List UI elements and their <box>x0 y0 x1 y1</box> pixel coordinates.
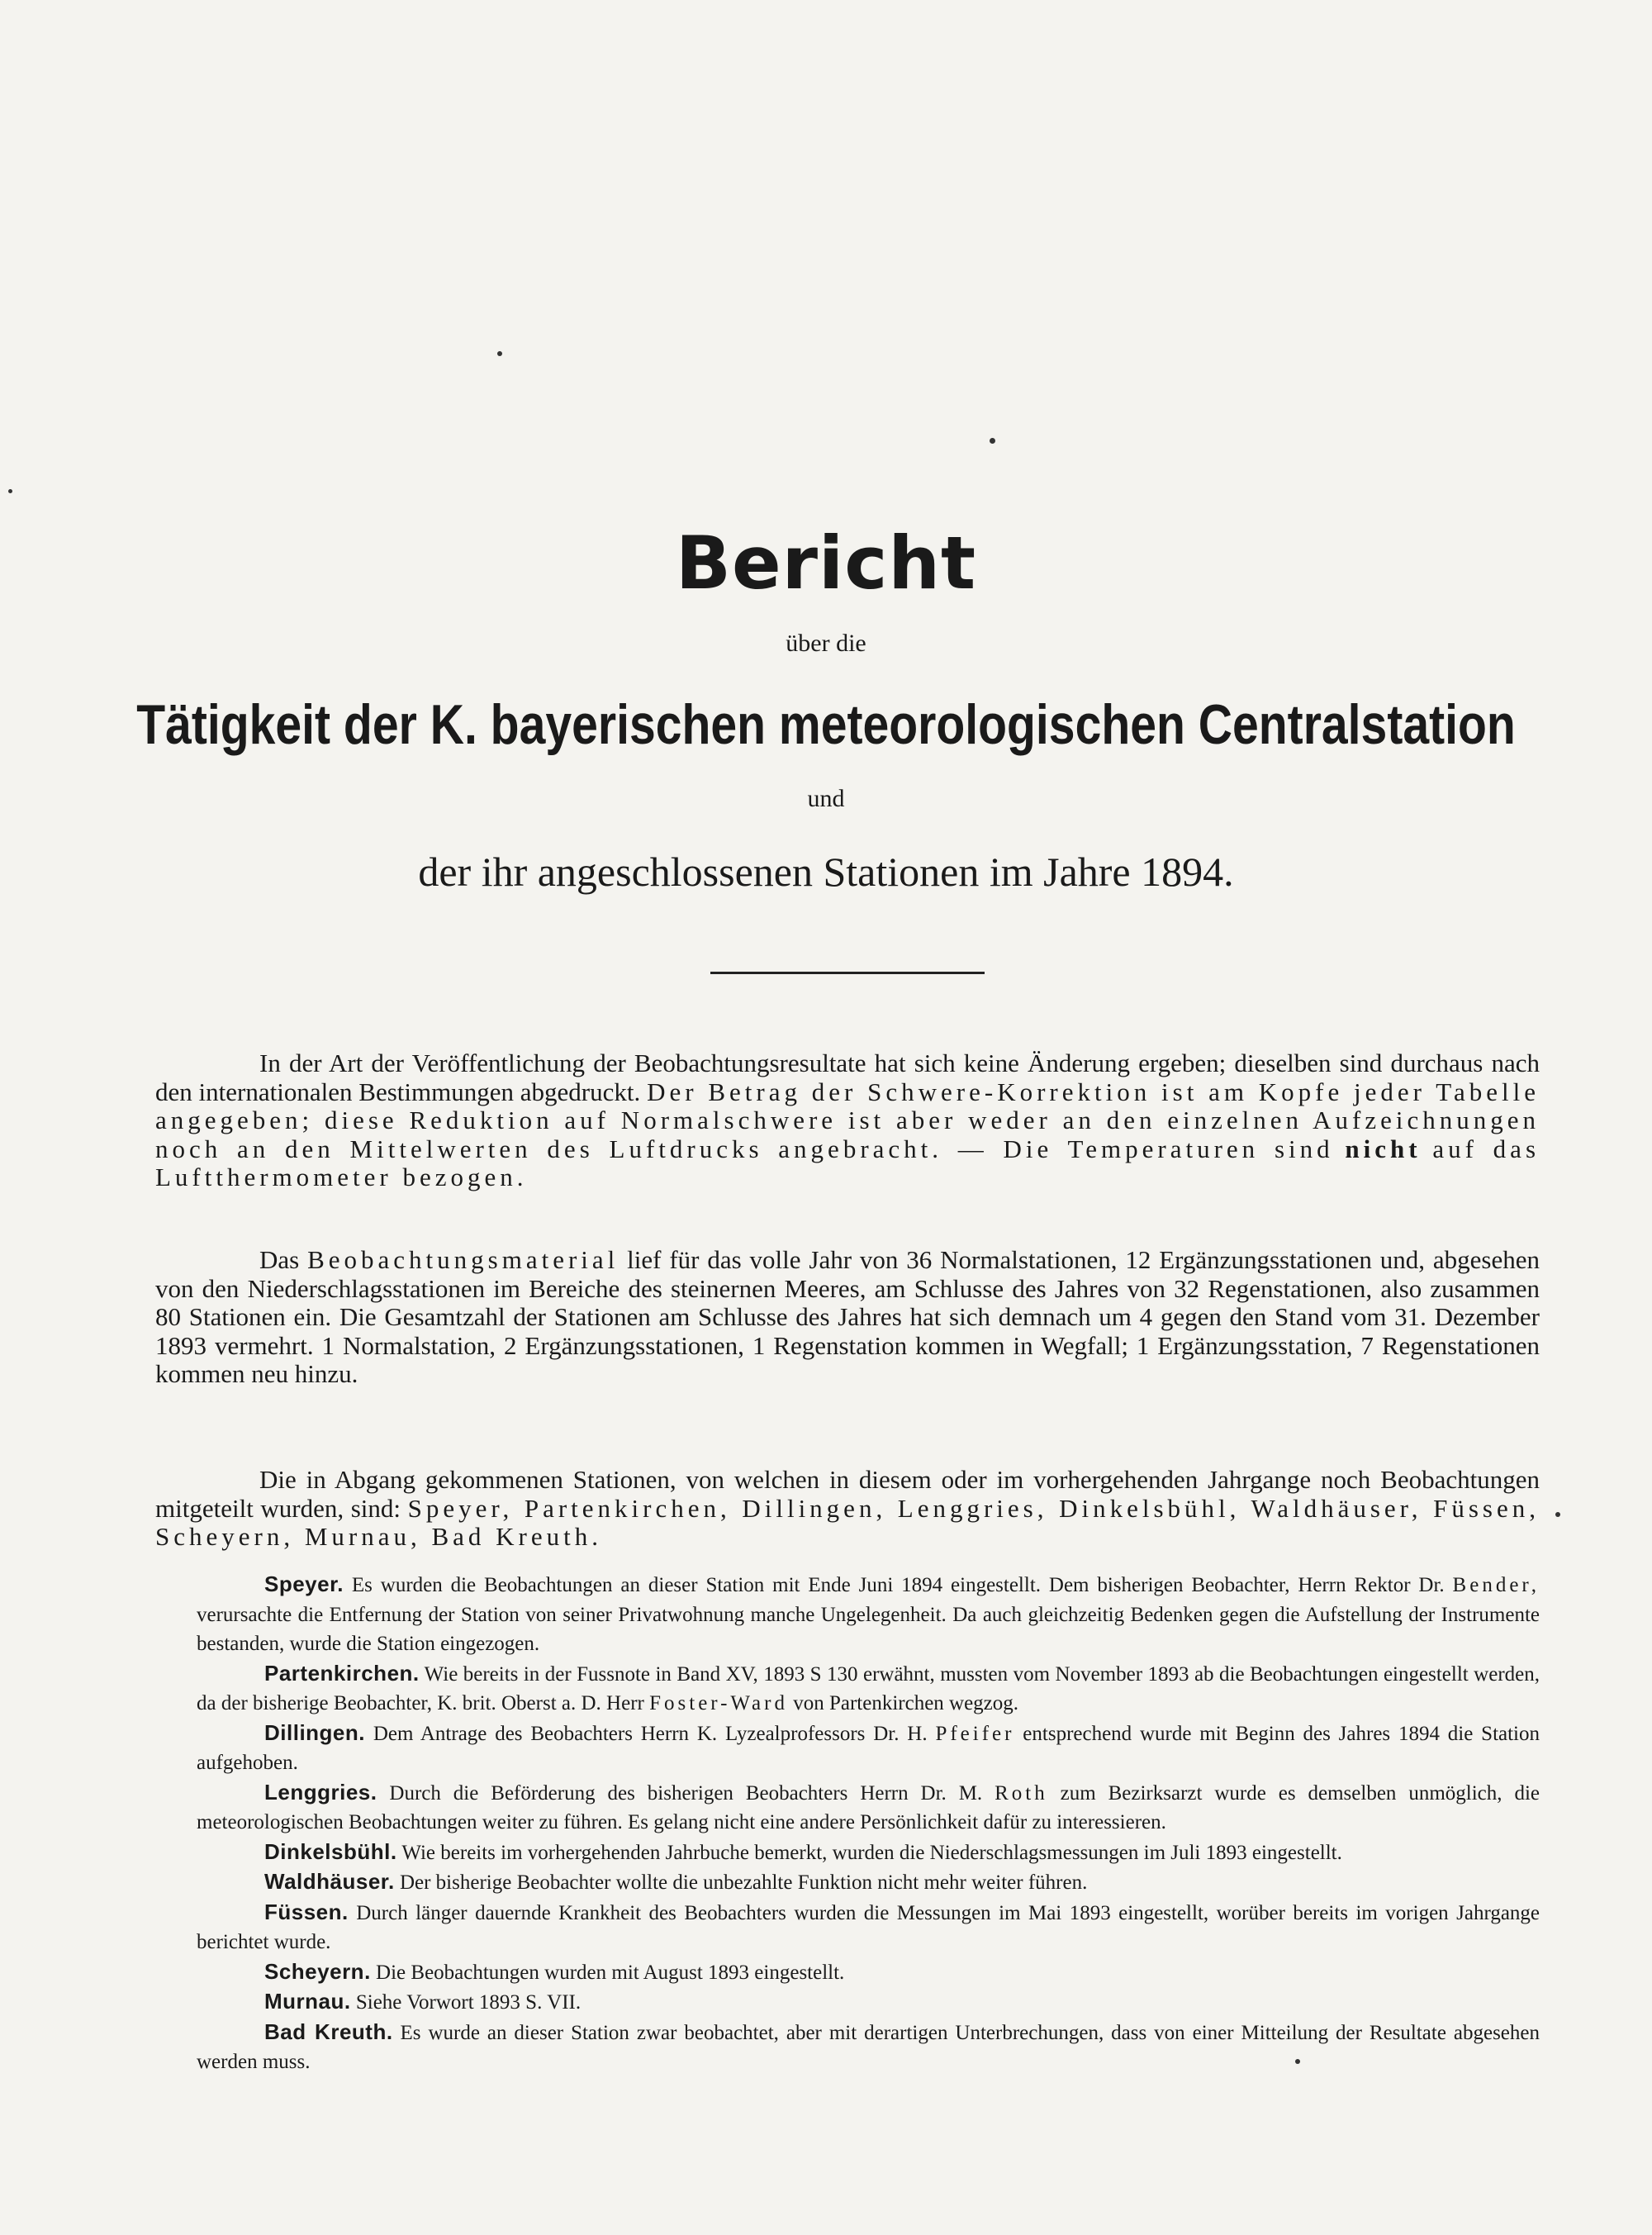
page-subtitle: Tätigkeit der K. bayerischen meteorologischen Centralstation <box>136 693 1516 756</box>
station-note <box>197 1867 1540 1898</box>
note-text: verursachte die Entfernung der Station von seiner Privatwohnung manche Ungelegenheit. Da auch gleichzeitig Bedenken gegen die Aufstellung der Instrumente bestanden, wurde die Station eingezogen. <box>197 1603 1540 1655</box>
note-text: Siehe Vorwort 1893 S. VII. <box>355 1991 582 2014</box>
paragraph-stations <box>155 1466 1540 1552</box>
note-text: Durch länger dauernde Krankheit des Beobachters wurden die Messungen im Mai 1893 eingestellt, worüber bereits im vorigen Jahrgange berichtet wurde. <box>197 1901 1540 1953</box>
station-notes <box>197 1570 1540 2077</box>
station-note <box>197 1778 1540 1838</box>
paragraph-text: Die in Abgang gekommenen Stationen, von welchen in diesem oder im vorhergehenden Jahrgange noch Beobachtungen mitgeteilt wurden, sind: <box>155 1465 1540 1523</box>
station-name: Lenggries. <box>264 1779 377 1805</box>
station-note <box>197 2018 1540 2077</box>
note-text: Es wurden die Beobachtungen an dieser Station mit Ende Juni 1894 eingestellt. Dem bisherigen Beobachter, Herrn Rektor Dr. <box>351 1574 1445 1596</box>
station-note <box>197 1838 1540 1868</box>
station-note <box>197 1659 1540 1719</box>
person-name: Foster-Ward <box>649 1692 788 1714</box>
note-text: Die Beobachtungen wurden mit August 1893 eingestellt. <box>376 1961 845 1984</box>
page-subtitle-2: der ihr angeschlossenen Stationen im Jahre 1894. <box>418 849 1234 895</box>
station-list: Speyer, Partenkirchen, Dillingen, Lenggries, Dinkelsbühl, Waldhäuser, Füssen, Scheyern, Murnau, Bad Kreuth. <box>155 1493 1540 1551</box>
note-text: Wie bereits im vorhergehenden Jahrbuche bemerkt, wurden die Niederschlagsmessungen im Juli 1893 eingestellt. <box>401 1841 1342 1864</box>
station-name: Partenkirchen. <box>264 1660 420 1686</box>
note-text: zum Bezirksarzt wurde es demselben unmöglich, die meteorologischen Beobachtungen weiter zu führen. Es gelang nicht eine andere Persönlichkeit dafür zu interessieren. <box>197 1781 1540 1833</box>
station-name: Scheyern. <box>264 1958 371 1984</box>
note-text: Der bisherige Beobachter wollte die unbezahlte Funktion nicht mehr weiter führen. <box>399 1871 1088 1894</box>
station-note <box>197 1570 1540 1659</box>
paragraph-text-spaced: Beobachtungsmaterial <box>307 1245 620 1274</box>
station-note <box>197 1719 1540 1778</box>
person-name: Pfeifer <box>935 1722 1015 1745</box>
scan-speck <box>497 351 502 356</box>
person-name: Bender, <box>1452 1574 1540 1596</box>
station-name: Dillingen. <box>264 1719 365 1745</box>
scan-speck <box>990 438 995 444</box>
scan-speck <box>1295 2059 1300 2064</box>
station-note <box>197 1987 1540 2018</box>
paragraph-text-spaced: Der Betrag der Schwere-Korrektion ist am Kopfe jeder Tabelle angegeben; diese Reduktion auf Normalschwere ist aber weder an den einzelnen Aufzeichnungen noch an den Mittelwerten des Luftdrucks angebracht. — Die Temperaturen sind <box>155 1077 1540 1163</box>
note-text: Dem Antrage des Beobachters Herrn K. Lyzealprofessors Dr. H. <box>373 1722 928 1745</box>
station-note <box>197 1898 1540 1957</box>
station-note <box>197 1957 1540 1988</box>
station-name: Waldhäuser. <box>264 1869 395 1894</box>
paragraph-material <box>155 1246 1540 1389</box>
note-text: Durch die Beförderung des bisherigen Beobachters Herrn Dr. M. <box>389 1781 983 1805</box>
station-name: Dinkelsbühl. <box>264 1838 397 1864</box>
paragraph-text: lief für das volle Jahr von 36 Normalstationen, 12 Ergänzungsstationen und, abgesehen von den Niederschlagsstationen im Bereiche des steinernen Meeres, am Schlusse des Jahres von 32 Regenstationen, also zusammen 80 Stationen ein. Die Gesamtzahl der Stationen am Schlusse des Jahres hat sich demnach um 4 gegen den Stand vom 31. Dezember 1893 vermehrt. 1 Normalstation, 2 Ergänzungsstationen, 1 Regenstation kommen in Wegfall; 1 Ergänzungsstation, 7 Regenstationen kommen neu hinzu. <box>155 1245 1540 1388</box>
paragraph-text: In der Art der Veröffentlichung der Beobachtungsresultate hat sich keine Änderung ergeben; dieselben sind durchaus nach den internationalen Bestimmungen abgedruckt. <box>155 1049 1540 1106</box>
scan-speck <box>1555 1512 1560 1517</box>
paragraph-publication <box>155 1049 1540 1192</box>
paragraph-text: Das <box>259 1245 300 1274</box>
page-title: Bericht <box>675 521 977 606</box>
person-name: Roth <box>995 1781 1048 1805</box>
scan-speck <box>8 489 12 493</box>
title-divider <box>710 972 985 974</box>
note-text: Wie bereits in der Fussnote in Band XV, 1893 S 130 erwähnt, mussten vom November 1893 ab die Beobachtungen eingestellt werden, da der bisherige Beobachter, K. brit. Oberst a. D. Herr <box>197 1662 1540 1714</box>
station-name: Speyer. <box>264 1572 344 1596</box>
station-name: Murnau. <box>264 1989 351 2014</box>
note-text: von Partenkirchen wegzog. <box>793 1692 1019 1714</box>
note-text: entsprechend wurde mit Beginn des Jahres 1894 die Station aufgehoben. <box>197 1722 1540 1774</box>
emphasis-nicht: nicht <box>1345 1134 1422 1163</box>
title-connector-und: und <box>807 785 845 812</box>
title-connector-ueber: über die <box>786 630 866 657</box>
station-name: Füssen. <box>264 1899 349 1924</box>
station-name: Bad Kreuth. <box>264 2019 393 2044</box>
note-text: Es wurde an dieser Station zwar beobachtet, aber mit derartigen Unterbrechungen, dass von einer Mitteilung der Resultate abgesehen werden muss. <box>197 2021 1540 2073</box>
paragraph-text-spaced: auf das Luftthermometer bezogen. <box>155 1134 1540 1191</box>
